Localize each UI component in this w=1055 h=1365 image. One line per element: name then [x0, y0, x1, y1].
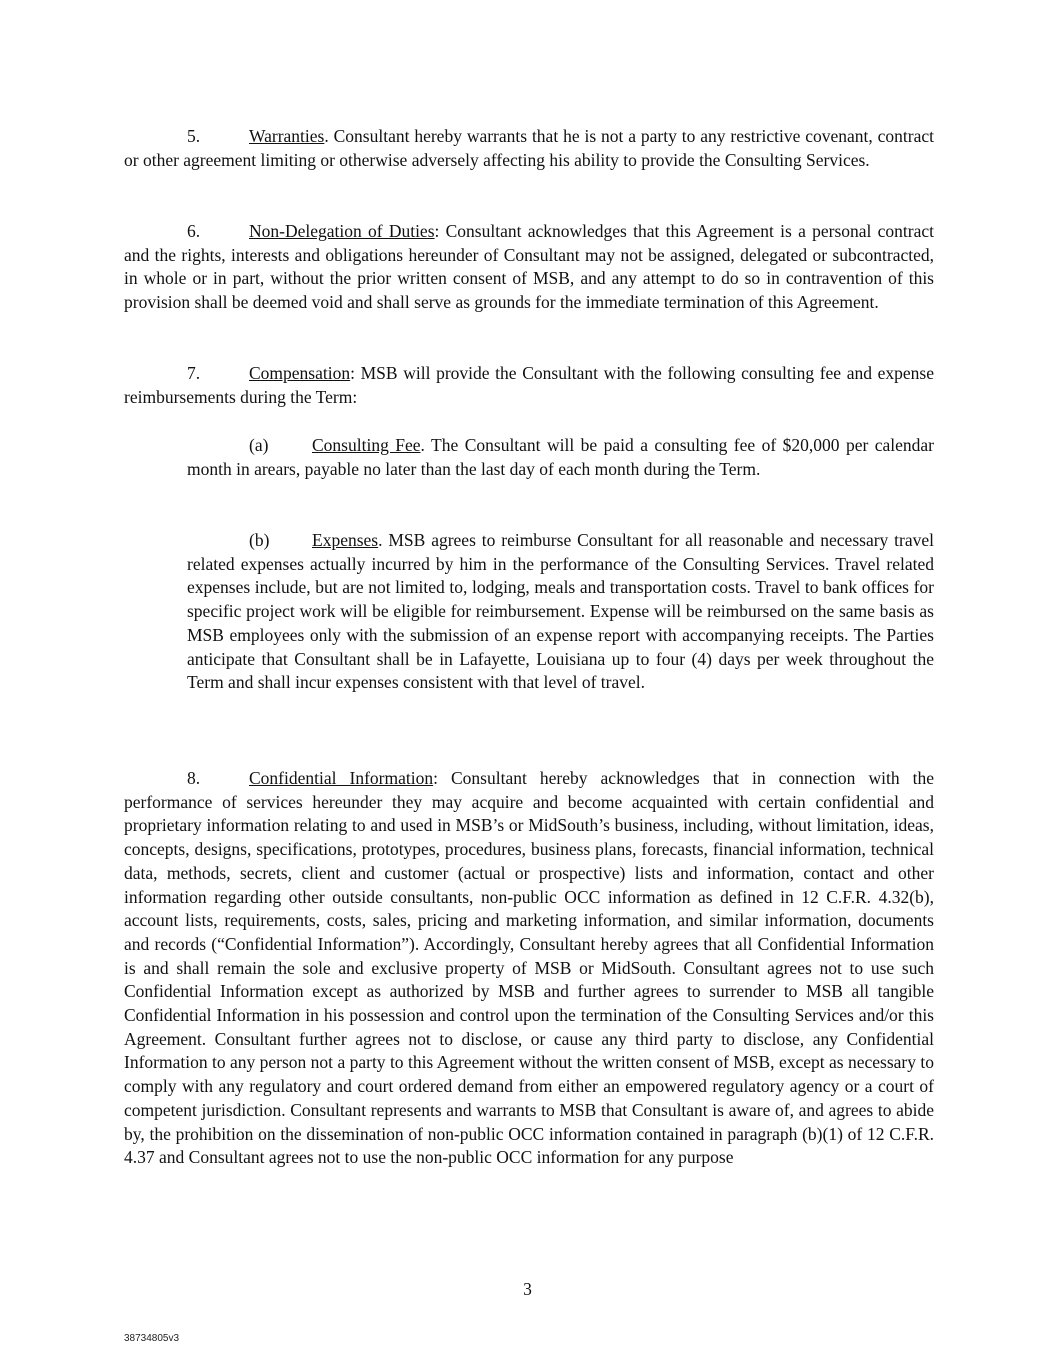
section-number: 8. — [187, 768, 201, 788]
section-7a-consulting-fee — [187, 434, 934, 481]
section-number: 5. — [187, 126, 201, 146]
section-text: : Consultant acknowledges that this Agreement is a personal contract and the rights, interests and obligations hereunder of Consultant may not be assigned, delegated or subcontracted, in whole or in part, without the prior written consent of MSB, and any attempt to do so in contravention of this provision shall be deemed void and shall serve as grounds for the immediate termination of this Agreement. — [124, 221, 934, 313]
section-heading: Compensation — [249, 363, 351, 383]
section-text: : Consultant hereby acknowledges that in connection with the performance of services hereunder they may acquire and become acquainted with certain confidential and proprietary information relating to and used in MSB’s or MidSouth’s business, including, without limitation, ideas, concepts, designs, specifications, prototypes, procedures, business plans, forecasts, financial information, technical data, methods, secrets, client and customer (actual or prospective) lists and information, contact and other information regarding other outside consultants, non-public OCC information as defined in 12 C.F.R. 4.32(b), account lists, requirements, costs, sales, pricing and marketing information, and similar information, documents and records (“Confidential Information”). Accordingly, Consultant hereby agrees that all Confidential Information is and shall remain the sole and exclusive property of MSB or MidSouth. Consultant agrees not to use such Confidential Information except as authorized by MSB and further agrees to surrender to MSB all tangible Confidential Information in his possession and control upon the termination of the Consulting Services and/or this Agreement. Consultant further agrees not to disclose, or cause any third party to disclose, any Confidential Information to any person not a party to this Agreement without the written consent of MSB, except as necessary to comply with any regulatory and court ordered demand from either an empowered regulatory agency or a court of competent jurisdiction. Consultant represents and warrants to MSB that Consultant is aware of, and agrees to abide by, the prohibition on the dissemination of non-public OCC information contained in paragraph (b)(1) of 12 C.F.R. 4.37 and Consultant agrees not to use the non-public OCC information for any purpose — [124, 768, 934, 1168]
document-id: 38734805v3 — [124, 1333, 180, 1344]
section-heading: Warranties — [249, 126, 325, 146]
section-5-warranties — [124, 125, 934, 172]
section-7-compensation — [124, 362, 934, 409]
section-number: 6. — [187, 221, 201, 241]
page-number: 3 — [523, 1279, 532, 1299]
subsection-text: . MSB agrees to reimburse Consultant for all reasonable and necessary travel related expenses actually incurred by him in the performance of the Consulting Services. Travel related expenses include, but are not limited to, lodging, meals and transportation costs. Travel to bank offices for specific project work will be eligible for reimbursement. Expense will be reimbursed on the same basis as MSB employees only with the submission of an expense report with accompanying receipts. The Parties anticipate that Consultant shall be in Lafayette, Louisiana up to four (4) days per week throughout the Term and shall incur expenses consistent with that level of travel. — [187, 530, 934, 693]
section-7b-expenses — [187, 529, 934, 695]
section-heading: Non-Delegation of Duties — [249, 221, 435, 241]
section-6-non-delegation — [124, 220, 934, 315]
subsection-number: (a) — [249, 435, 269, 455]
subsection-number: (b) — [249, 530, 270, 550]
subsection-heading: Consulting Fee — [312, 435, 421, 455]
section-text: . Consultant hereby warrants that he is not a party to any restrictive covenant, contract or other agreement limiting or otherwise adversely affecting his ability to provide the Consulting Services. — [124, 126, 934, 170]
section-text: : MSB will provide the Consultant with the following consulting fee and expense reimbursements during the Term: — [124, 363, 934, 407]
section-number: 7. — [187, 363, 201, 383]
section-8-confidential-information — [124, 767, 934, 1170]
section-heading: Confidential Information — [249, 768, 434, 788]
subsection-heading: Expenses — [312, 530, 379, 550]
subsection-text: . The Consultant will be paid a consulting fee of $20,000 per calendar month in arears, payable no later than the last day of each month during the Term. — [187, 435, 934, 479]
